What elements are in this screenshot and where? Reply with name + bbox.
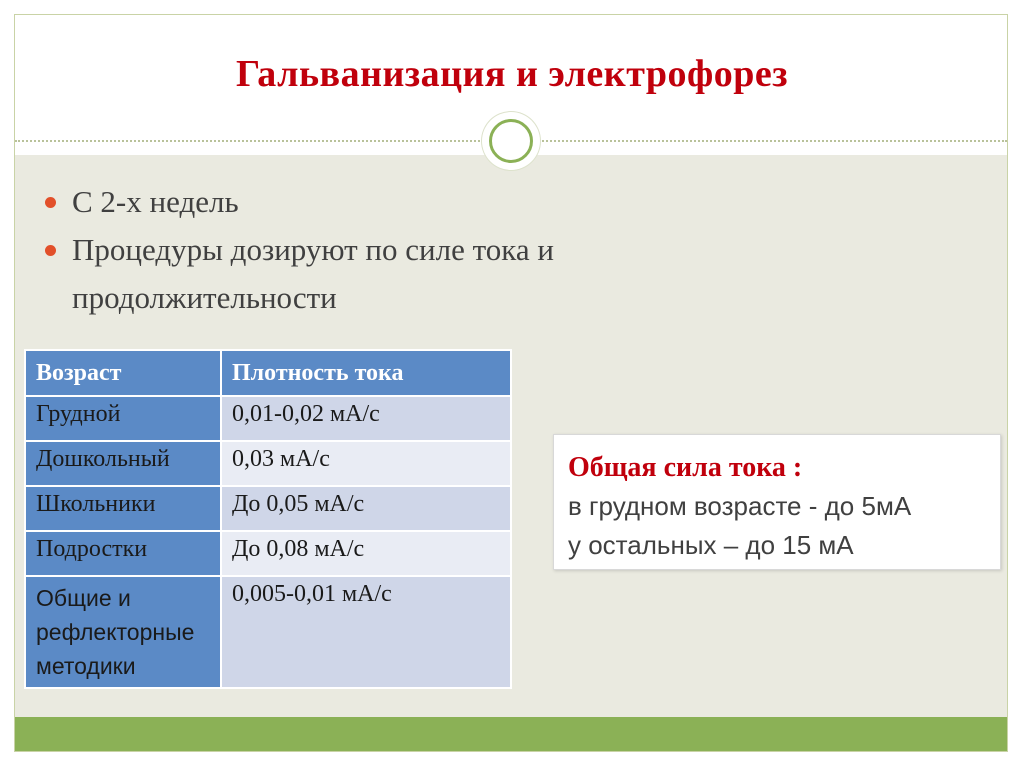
age-cell: Дошкольный [25, 441, 221, 486]
age-cell: Общие и рефлекторные методики [25, 576, 221, 688]
ring-icon [489, 119, 533, 163]
slide-footer-bar [15, 717, 1007, 751]
column-header-age: Возраст [25, 350, 221, 396]
current-density-table [24, 349, 512, 689]
density-cell: 0,03 мА/с [221, 441, 511, 486]
age-cell: Подростки [25, 531, 221, 576]
table-row [25, 486, 511, 531]
density-cell: 0,005-0,01 мА/с [221, 576, 511, 688]
column-header-density: Плотность тока [221, 350, 511, 396]
table-row [25, 576, 511, 688]
table-row [25, 441, 511, 486]
total-current-box [553, 434, 1001, 570]
table-header-row [25, 350, 511, 396]
infobox-line: у остальных – до 15 мА [568, 530, 854, 560]
age-cell: Школьники [25, 486, 221, 531]
bullet-text: Процедуры дозируют по силе тока и продолжительности [72, 232, 554, 315]
density-cell: 0,01-0,02 мА/с [221, 396, 511, 441]
age-cell: Грудной [25, 396, 221, 441]
density-cell: До 0,05 мА/с [221, 486, 511, 531]
table-row [25, 531, 511, 576]
bullet-dot-icon [45, 245, 56, 256]
bullet-text: С 2-х недель [72, 184, 239, 219]
slide-title: Гальванизация и электрофорез [235, 53, 789, 95]
density-cell: До 0,08 мА/с [221, 531, 511, 576]
bullet-item [42, 178, 742, 226]
bullet-dot-icon [45, 197, 56, 208]
bullet-list [42, 178, 742, 322]
circle-ornament-icon [482, 112, 540, 170]
table-row [25, 396, 511, 441]
infobox-heading: Общая сила тока : [568, 452, 803, 483]
bullet-item [42, 226, 712, 322]
infobox-line: в грудном возрасте - до 5мА [568, 491, 912, 521]
